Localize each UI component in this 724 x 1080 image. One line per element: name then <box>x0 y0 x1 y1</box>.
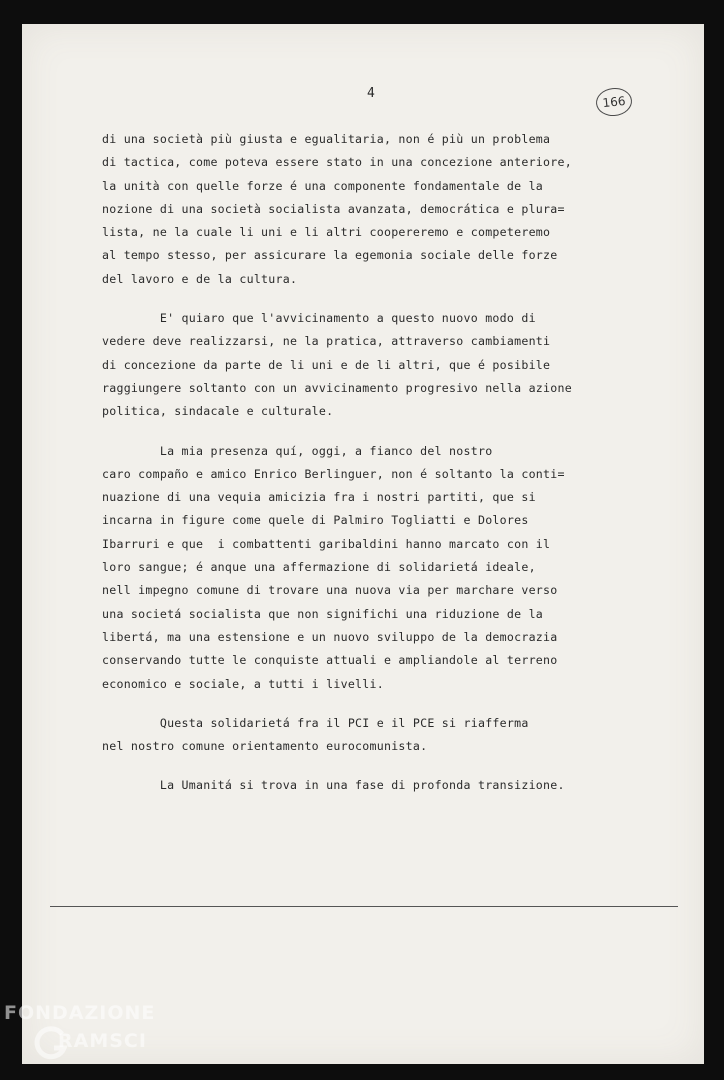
text-line: di una società più giusta e egualitaria, non é più un problema <box>102 132 551 146</box>
watermark-line-2: RAMSCI <box>58 1030 147 1052</box>
text-line: raggiungere soltanto con un avvicinamento progresivo nella azione <box>102 380 572 395</box>
text-line: di tactica, come poteva essere stato in una concezione anteriore, <box>102 155 572 170</box>
paragraph-4 <box>102 712 682 759</box>
text-line: nel nostro comune orientamento eurocomunista. <box>102 739 428 754</box>
text-line: Questa solidarietá fra il PCI e il PCE si riafferma <box>102 715 529 730</box>
text-line: al tempo stesso, per assicurare la egemonia sociale delle forze <box>102 248 558 263</box>
paragraph-5 <box>102 774 682 797</box>
paragraph-1 <box>102 128 682 291</box>
text-line: loro sangue; é anque una affermazione di solidarietá ideale, <box>102 560 536 575</box>
paragraph-2 <box>102 307 682 423</box>
text-line: lista, ne la cuale li uni e li altri coopereremo e competeremo <box>102 225 551 240</box>
text-line: libertá, ma una estensione e un nuovo sviluppo de la democrazia <box>102 629 558 644</box>
text-line: caro compaño e amico Enrico Berlinguer, non é soltanto la conti= <box>102 466 565 481</box>
text-line: nell impegno comune di trovare una nuova via per marchare verso <box>102 583 558 598</box>
text-line: economico e sociale, a tutti i livelli. <box>102 676 384 691</box>
archive-stamp-number: 166 <box>595 86 634 118</box>
text-line: nozione di una società socialista avanzata, democrática e plura= <box>102 201 565 216</box>
text-line: La Umanitá si trova in una fase di profonda transizione. <box>102 778 565 793</box>
paragraph-3 <box>102 440 682 696</box>
text-line: Ibarruri e que i combattenti garibaldini hanno marcato con il <box>102 536 551 551</box>
text-line: del lavoro e de la cultura. <box>102 271 298 286</box>
page-number: 4 <box>367 86 375 101</box>
text-line: nuazione di una vequia amicizia fra i nostri partiti, que si <box>102 490 536 505</box>
text-line: vedere deve realizzarsi, ne la pratica, attraverso cambiamenti <box>102 334 551 349</box>
text-line: conservando tutte le conquiste attuali e ampliandole al terreno <box>102 653 558 668</box>
text-line: La mia presenza quí, oggi, a fianco del nostro <box>102 443 493 458</box>
text-line: di concezione da parte de li uni e de li altri, que é posibile <box>102 357 551 372</box>
archive-watermark <box>4 1000 204 1072</box>
watermark-line-1: FONDAZIONE <box>4 1002 156 1024</box>
text-line: E' quiaro que l'avvicinamento a questo nuovo modo di <box>102 311 536 326</box>
paper-sheet <box>22 24 704 1064</box>
text-line: una societá socialista que non significhi una riduzione de la <box>102 606 544 621</box>
text-line: la unità con quelle forze é una componente fondamentale de la <box>102 178 544 193</box>
typewritten-body <box>102 128 682 798</box>
text-line: politica, sindacale e culturale. <box>102 404 334 419</box>
horizontal-rule <box>50 906 678 907</box>
text-line: incarna in figure come quele di Palmiro Togliatti e Dolores <box>102 513 529 528</box>
